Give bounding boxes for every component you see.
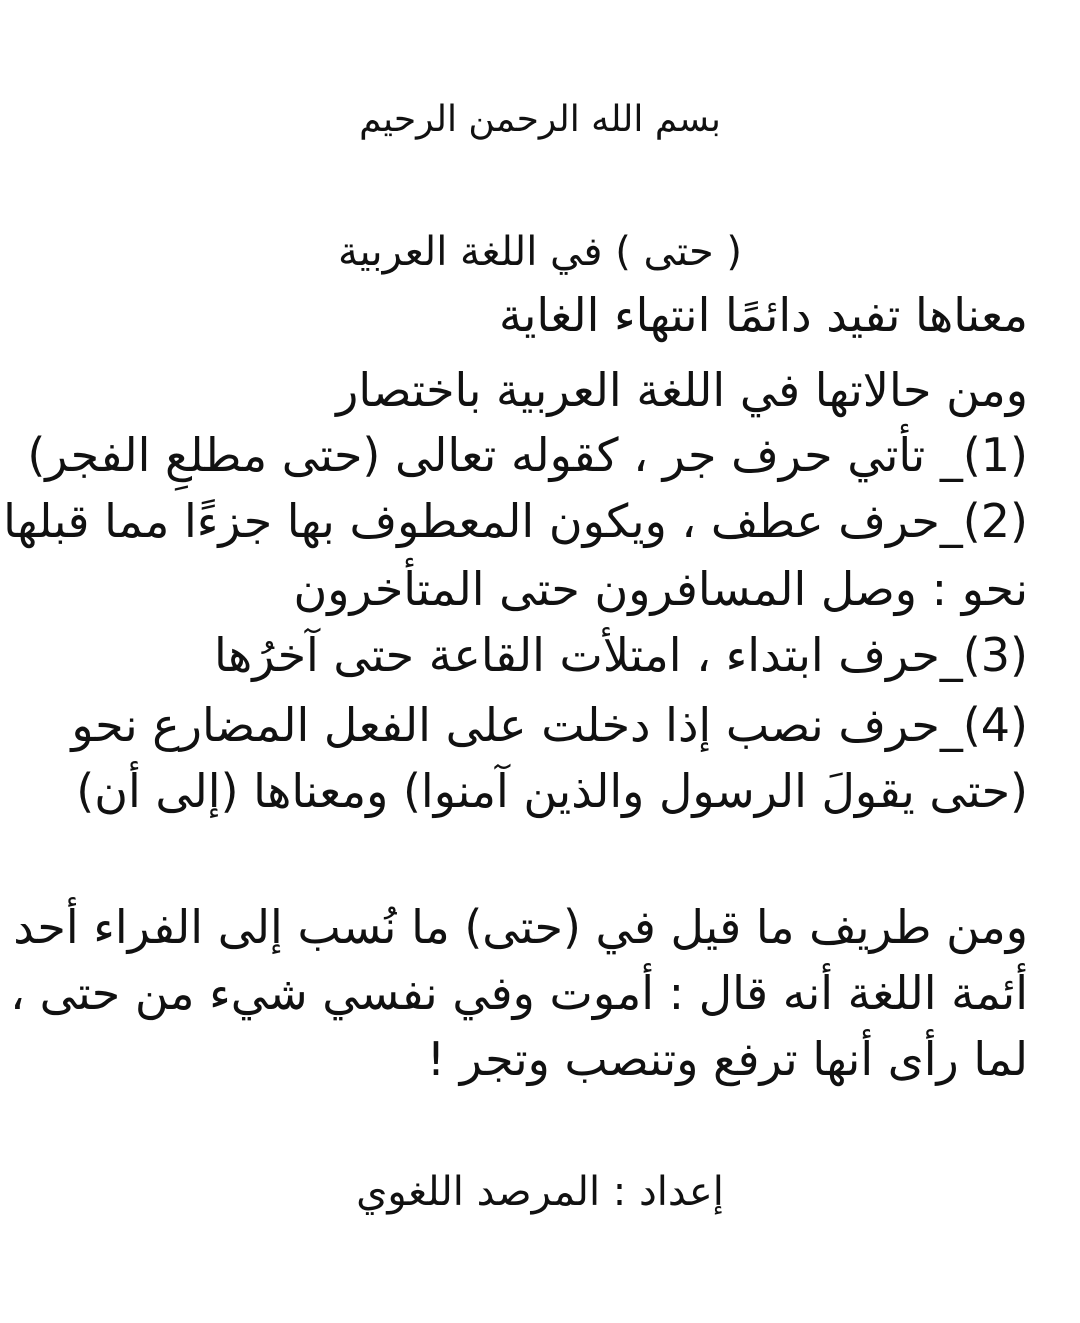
document-title: ( حتى ) في اللغة العربية <box>338 229 742 275</box>
body-line-4: (2)_حرف عطف ، ويكون المعطوف بها جزءًا مما قبلها <box>3 494 1028 548</box>
anecdote-line-1: ومن طريف ما قيل في (حتى) ما نُسب إلى الفراء أحد <box>13 900 1028 954</box>
body-line-2: ومن حالاتها في اللغة العربية باختصار <box>336 363 1028 417</box>
anecdote-line-2: أئمة اللغة أنه قال : أموت وفي نفسي شيء من حتى ، <box>10 966 1028 1020</box>
body-line-6: (3)_حرف ابتداء ، امتلأت القاعة حتى آخرُها <box>213 628 1028 682</box>
body-line-3: (1)_ تأتي حرف جر ، كقوله تعالى (حتى مطلعِ الفجر) <box>27 428 1028 482</box>
body-line-8: (حتى يقولَ الرسول والذين آمنوا) ومعناها (إلى أن) <box>76 764 1028 818</box>
credit-line: إعداد : المرصد اللغوي <box>356 1169 724 1215</box>
body-line-7: (4)_حرف نصب إذا دخلت على الفعل المضارع نحو <box>71 698 1028 752</box>
basmala: بسم الله الرحمن الرحيم <box>359 99 721 140</box>
body-line-1: معناها تفيد دائمًا انتهاء الغاية <box>498 288 1028 342</box>
anecdote-line-3: لما رأى أنها ترفع وتنصب وتجر ! <box>426 1032 1028 1086</box>
body-line-5: نحو : وصل المسافرون حتى المتأخرون <box>293 562 1028 616</box>
